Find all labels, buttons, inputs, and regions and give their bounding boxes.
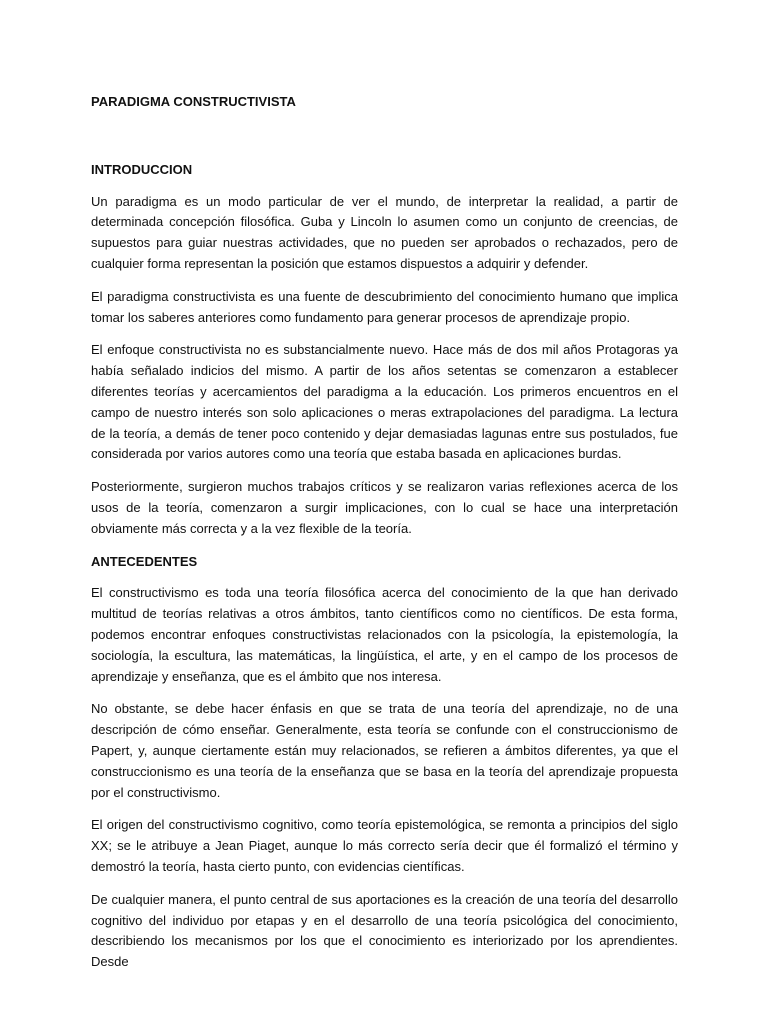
document-title: PARADIGMA CONSTRUCTIVISTA [91,94,296,109]
paragraph: El origen del constructivismo cognitivo, como teoría epistemológica, se remonta a principios del siglo XX; se le atribuye a Jean Piaget, aunque lo más correcto sería decir que él formalizó el término y demostró la teoría, hasta cierto punto, con evidencias científicas. [91,817,678,874]
paragraph: El constructivismo es toda una teoría filosófica acerca del conocimiento de la que han derivado multitud de teorías relativas a otros ámbitos, tanto científicos como no científicos. De esta forma, podemos encontrar enfoques constructivistas relacionados con la psicología, la epistemología, la sociología, la escultura, las matemáticas, la lingüística, el arte, y en el campo de los procesos de aprendizaje y enseñanza, que es el ámbito que nos interesa. [91,585,678,684]
paragraph: Posteriormente, surgieron muchos trabajos críticos y se realizaron varias reflexiones acerca de los usos de la teoría, comenzaron a surgir implicaciones, con lo cual se hace una interpretación obviamente más correcta y a la vez flexible de la teoría. [91,479,678,536]
paragraph: De cualquier manera, el punto central de sus aportaciones es la creación de una teoría del desarrollo cognitivo del individuo por etapas y en el desarrollo de una teoría psicológica del conocimiento, describiendo los mecanismos por los que el conocimiento es interiorizado por los aprendientes. Desde [91,891,678,970]
section-heading-introduccion: INTRODUCCION [91,161,193,177]
paragraph: Un paradigma es un modo particular de ver el mundo, de interpretar la realidad, a partir de determinada concepción filosófica. Guba y Lincoln lo asumen como un conjunto de creencias, de supuestos para guiar nuestras actividades, que no pueden ser aprobados o rechazados, pero de cualquier forma representan la posición que estamos dispuestos a adquirir y defender. [91,193,678,271]
paragraph: El enfoque constructivista no es substancialmente nuevo. Hace más de dos mil años Protagoras ya había señalado indicios del mismo. A partir de los años setentas se comenzaron a establecer diferentes teorías y acercamientos del paradigma a la educación. Los primeros encuentros en el campo de nuestro interés son solo aplicaciones o meras extrapolaciones del paradigma. La lectura de la teoría, a demás de tener poco contenido y dejar demasiadas lagunas entre sus postulados, fue considerada por varios autores como una teoría que estaba basada en aplicaciones burdas. [91,342,678,462]
document-body [91,92,678,985]
paragraph: El paradigma constructivista es una fuente de descubrimiento del conocimiento humano que implica tomar los saberes anteriores como fundamento para generar procesos de aprendizaje propio. [91,288,678,325]
section-heading-antecedentes: ANTECEDENTES [91,553,198,569]
paragraph: No obstante, se debe hacer énfasis en que se trata de una teoría del aprendizaje, no de una descripción de cómo enseñar. Generalmente, esta teoría se confunde con el construccionismo de Papert, y, aunque ciertamente están muy relacionados, se refieren a ámbitos diferentes, ya que el construccionismo es una teoría de la enseñanza que se basa en la teoría del aprendizaje propuesta por el constructivismo. [91,701,678,800]
